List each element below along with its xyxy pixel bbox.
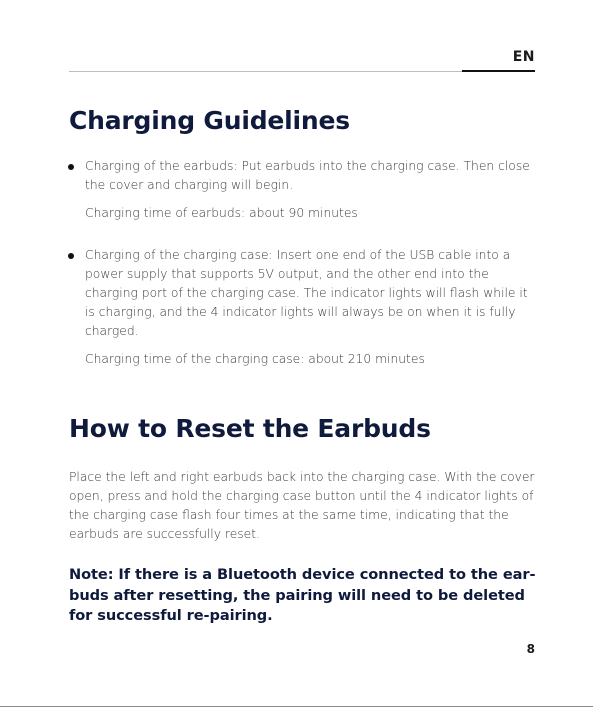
reset-earbuds-heading: How to Reset the Earbuds	[69, 414, 431, 443]
bullet-case-charging	[68, 246, 538, 369]
bullet-text: Charging of the earbuds: Put earbuds into the charging case. Then close the cover and charging will begin.	[85, 159, 530, 192]
reset-note: Note: If there is a Bluetooth device connected to the ear-buds after resetting, the pairing will need to be deleted for successful re-pairing.	[69, 566, 536, 624]
language-tag: EN	[512, 49, 535, 65]
bullet-dot-icon	[68, 253, 74, 259]
bullet-dot-icon	[68, 164, 74, 170]
reset-instructions-paragraph: Place the left and right earbuds back into the charging case. With the cover open, press and hold the charging case button until the 4 indicator lights of the charging case flash four times at the same time, indicating that the earbuds are successfully reset.	[69, 470, 535, 541]
bullet-earbuds-charging	[68, 157, 538, 223]
header-rule-accent	[462, 70, 535, 72]
charging-guidelines-heading: Charging Guidelines	[69, 106, 350, 135]
page-number: 8	[526, 642, 535, 656]
bullet-text: Charging of the charging case: Insert one end of the USB cable into a power supply that supports 5V output, and the other end into the charging port of the charging case. The indicator lights will flash while it is charging, and the 4 indicator lights will always be on when it is fully charged.	[85, 248, 528, 338]
charging-time-text: Charging time of earbuds: about 90 minutes	[85, 206, 358, 220]
charging-time-text: Charging time of the charging case: about 210 minutes	[85, 352, 425, 366]
